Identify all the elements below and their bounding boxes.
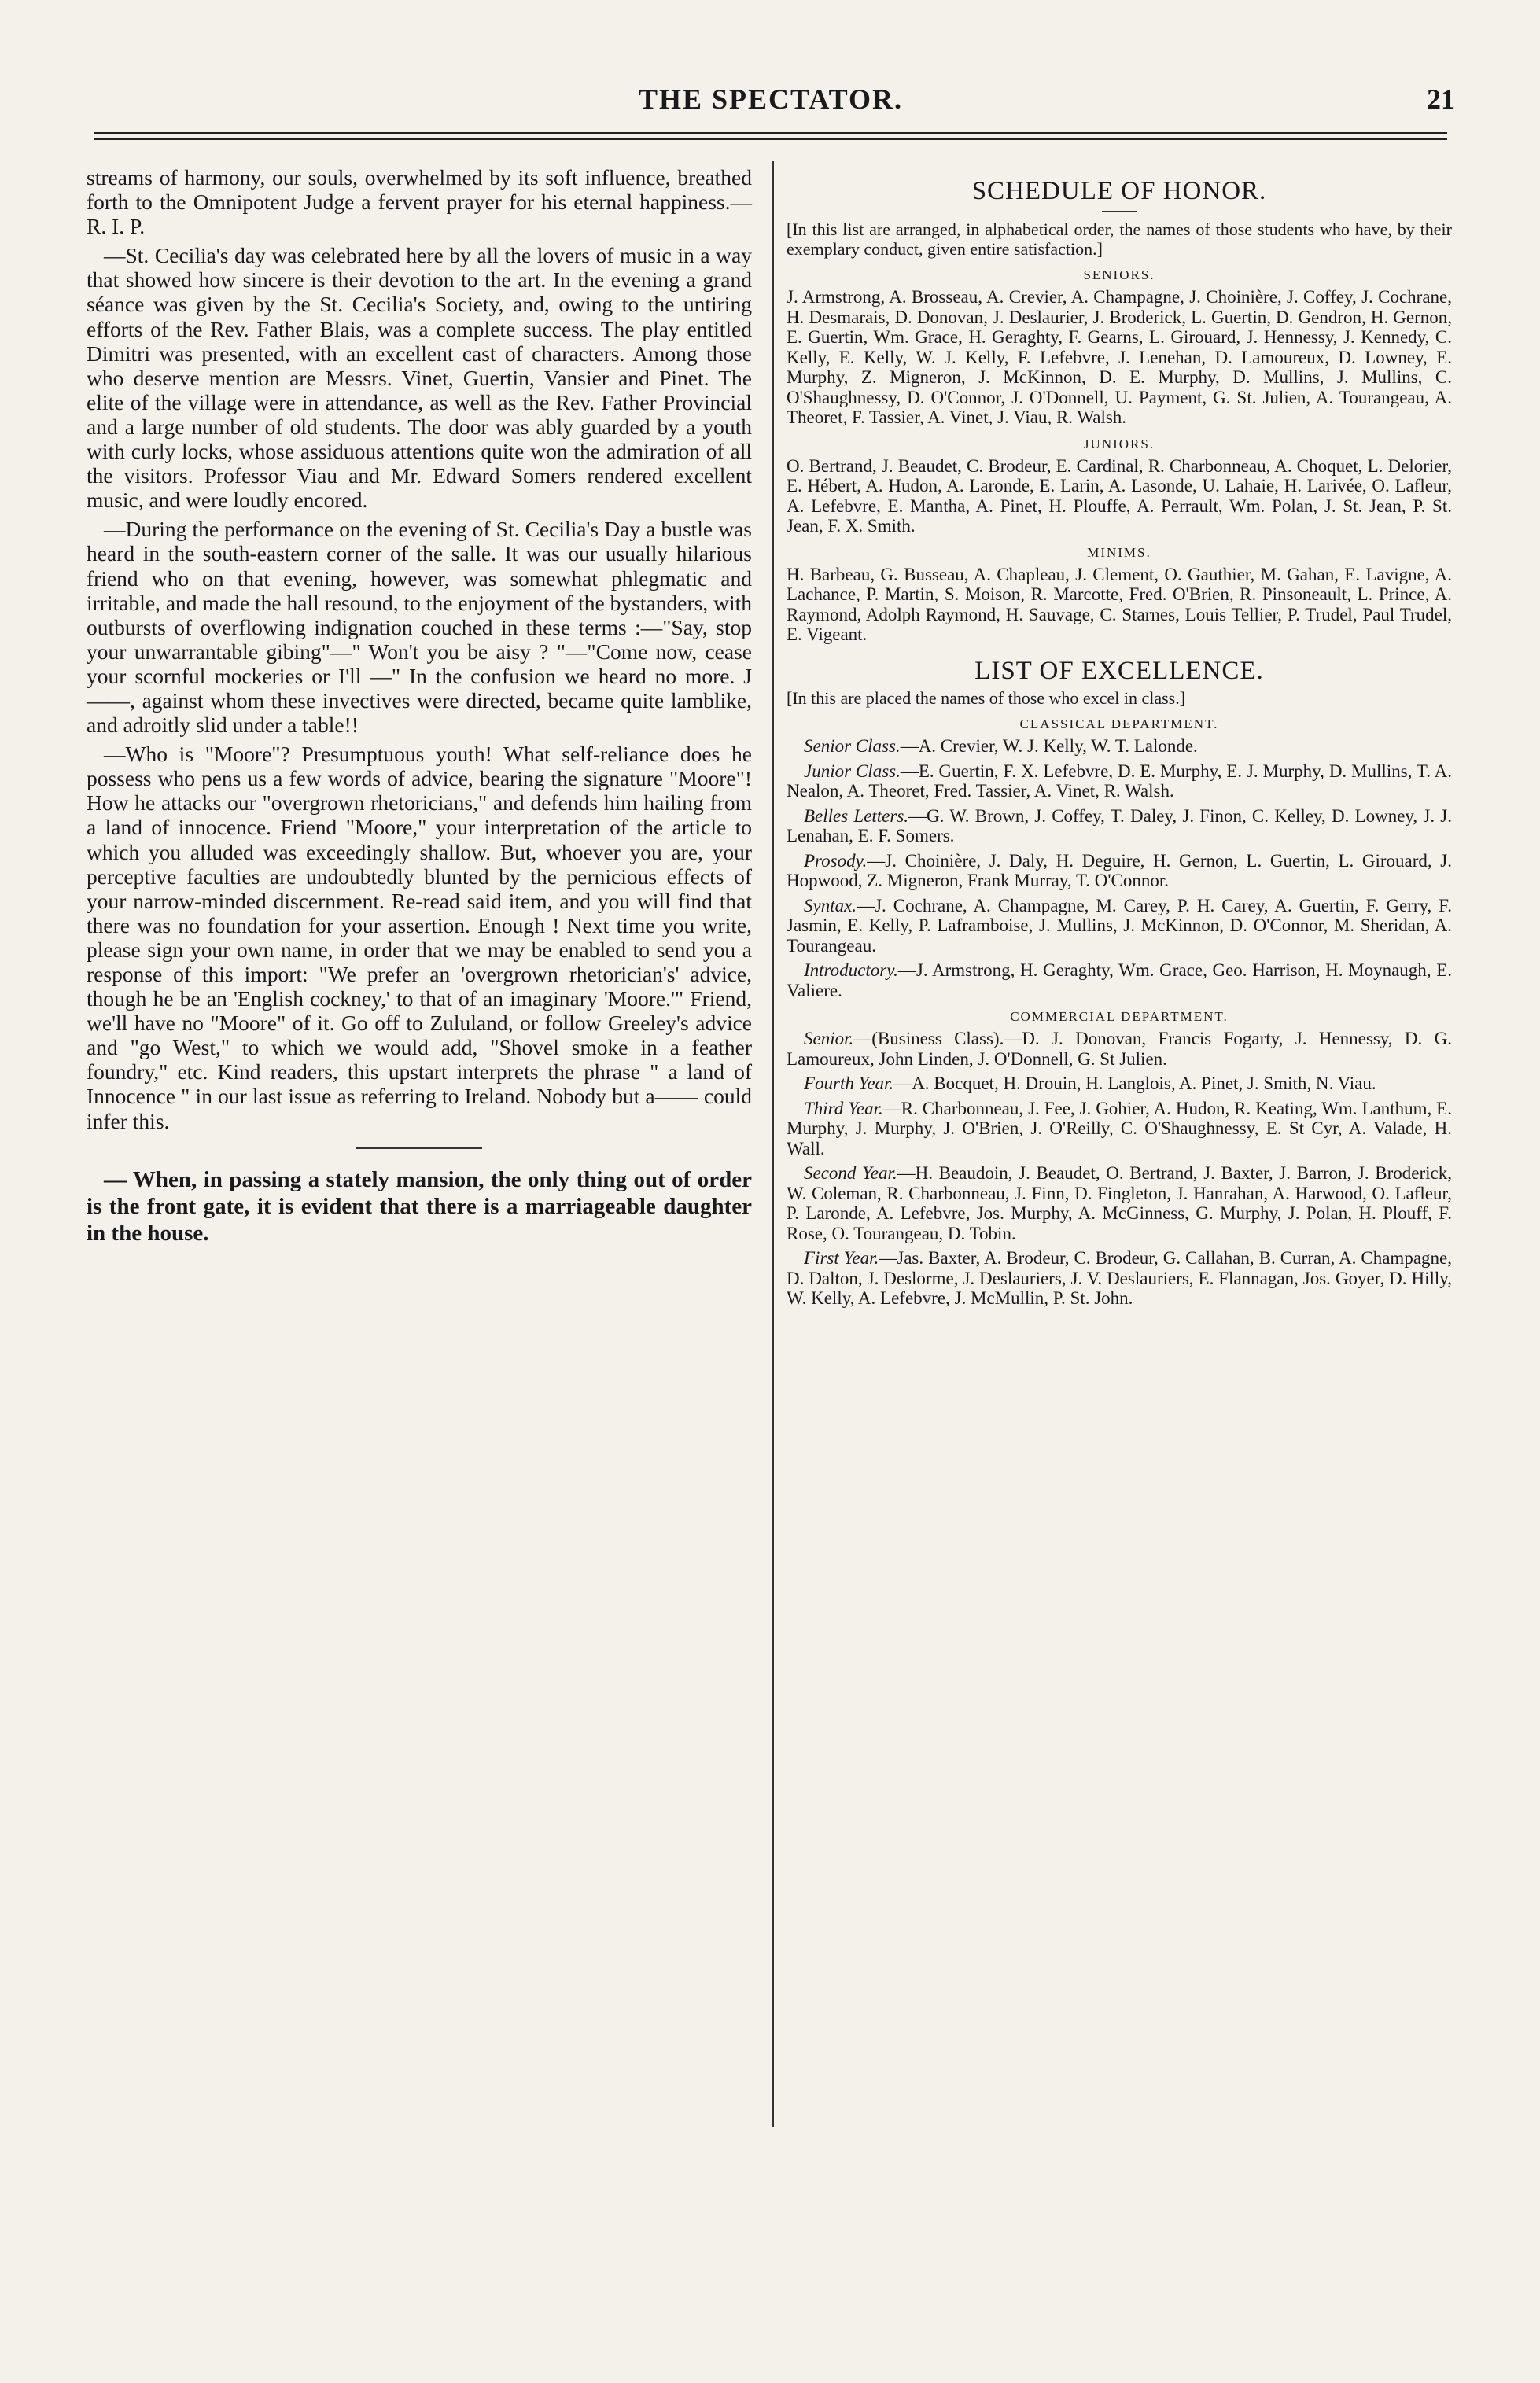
class-entry <box>787 806 1452 846</box>
name-list: O. Bertrand, J. Beaudet, C. Brodeur, E. Cardinal, R. Charbonneau, A. Choquet, L. Delorier, E. Hébert, A. Hudon, A. Laronde, E. Larin, A. Lasonde, U. Lahaie, H. Larivée, O. Lafleur, A. Lefebvre, E. Mantha, A. Pinet, H. Plouffe, A. Perrault, Wm. Polan, J. St. Jean, P. St. Jean, F. X. Smith. <box>787 455 1452 536</box>
right-column <box>787 165 1452 1313</box>
article-paragraph: streams of harmony, our souls, overwhelmed by its soft influence, breathed forth to the Omnipotent Judge a fervent prayer for his eternal happiness.—R. I. P. <box>87 165 752 239</box>
class-names: —R. Charbonneau, J. Fee, J. Gohier, A. Hudon, R. Keating, Wm. Lanthum, E. Murphy, J. Murphy, J. O'Brien, J. O'Reilly, C. O'Shaughnessy, E. St Cyr, A. Valade, H. Wall. <box>787 1098 1452 1158</box>
article-paragraph: —St. Cecilia's day was celebrated here by all the lovers of music in a way that showed how sincere is their devotion to the art. In the evening a grand séance was given by the St. Cecilia's Society, and, owing to the untiring efforts of the Rev. Father Blais, was a complete success. The play entitled Dimitri was presented, with an excellent cast of characters. Among those who deserve mention are Messrs. Vinet, Guertin, Vansier and Pinet. The elite of the village were in attendance, as well as the Rev. Father Provincial and a large number of old students. The door was ably guarded by a youth with curly locks, whose assiduous attentions quite won the admiration of all the visitors. Professor Viau and Mr. Edward Somers rendered excellent music, and were loudly encored. <box>87 243 752 513</box>
department-heading: COMMERCIAL DEPARTMENT. <box>1010 1009 1229 1024</box>
excellence-intro: [In this are placed the names of those who excel in class.] <box>787 687 1186 708</box>
article-paragraph: —Who is "Moore"? Presumptuous youth! What self-reliance does he possess who pens us a few words of advice, bearing the signature "Moore"! How he attacks our "overgrown rhetoricians," and defends him hailing from a land of innocence. Friend "Moore," your interpretation of the article to which you alluded was exceedingly shallow. But, whoever you are, your perceptive faculties are undoubtedly blunted by the pernicious effects of your narrow-minded discernment. Re-read said item, and you will find that there was no foundation for your assertion. Enough ! Next time you write, please sign your own name, in order that we may be enabled to send you a response of this import: "We prefer an 'overgrown rhetorician's' advice, though he be an 'English cockney,' to that of an imaginary 'Moore.'" Friend, we'll have no "Moore" of it. Go off to Zululand, or follow Greeley's advice and "go West," to which we would add, "Shovel smoke in a feather foundry," etc. Kind readers, this upstart interprets the phrase " a land of Innocence " in our last issue as referring to Ireland. Nobody but a—— could infer this. <box>87 742 752 1133</box>
header-rule-secondary <box>94 138 1447 140</box>
class-label: Senior. <box>804 1029 854 1048</box>
class-entry <box>787 1163 1452 1243</box>
section-rule <box>356 1147 482 1149</box>
article-paragraph: —During the performance on the evening of St. Cecilia's Day a bustle was heard in the south-eastern corner of the salle. It was our usually hilarious friend who on that evening, however, was somewhat phlegmatic and irritable, and made the hall resound, to the enjoyment of the bystanders, with outbursts of overflowing indignation couched in these terms :—"Say, stop your unwarrantable gibing"—" Won't you be aisy ? "—"Come now, cease your scornful mockeries or I'll —" In the confusion we heard no more. J——, against whom these invectives were directed, became quite lamblike, and adroitly slid under a table!! <box>87 517 752 738</box>
class-label: Senior Class. <box>804 736 901 756</box>
left-column <box>87 165 752 1251</box>
class-names: —E. Guertin, F. X. Lefebvre, D. E. Murphy, E. J. Murphy, D. Mullins, T. A. Nealon, A. Theoret, Fred. Tassier, A. Vinet, R. Walsh. <box>787 761 1452 801</box>
class-names: —J. Cochrane, A. Champagne, M. Carey, P. H. Carey, A. Guertin, F. Gerry, F. Jasmin, E. Kelly, P. Laframboise, J. Mullins, J. McKinnon, D. O'Connor, M. Sheridan, A. Tourangeau. <box>787 895 1452 956</box>
class-entry <box>787 851 1452 891</box>
class-names: —J. Armstrong, H. Geraghty, Wm. Grace, Geo. Harrison, H. Moynaugh, E. Valiere. <box>787 960 1452 1000</box>
title-dash <box>1102 211 1137 212</box>
masthead-title: THE SPECTATOR. <box>638 83 904 115</box>
group-heading: JUNIORS. <box>1083 436 1155 451</box>
page-header <box>87 83 1455 122</box>
class-label: Second Year. <box>804 1163 897 1183</box>
closing-paragraph: — When, in passing a stately mansion, the only thing out of order is the front gate, it is evident that there is a marriageable daughter in the house. <box>87 1166 752 1246</box>
department-heading: CLASSICAL DEPARTMENT. <box>1019 716 1219 731</box>
name-list: H. Barbeau, G. Busseau, A. Chapleau, J. Clement, O. Gauthier, M. Gahan, E. Lavigne, A. Lachance, P. Martin, S. Moison, R. Marcotte, Fred. O'Brien, R. Pinsoneault, L. Prince, A. Raymond, Adolph Raymond, H. Sauvage, C. Starnes, Louis Tellier, P. Trudel, Paul Trudel, E. Vigeant. <box>787 564 1452 644</box>
class-entry <box>787 1029 1452 1069</box>
class-names: —H. Beaudoin, J. Beaudet, O. Bertrand, J. Baxter, J. Barron, J. Broderick, W. Coleman, R. Charbonneau, J. Finn, D. Fingleton, J. Hanrahan, A. Harwood, O. Lafleur, P. Laronde, A. Lefebvre, Jos. Murphy, A. McGinness, G. Murphy, J. Polan, H. Plouff, F. Rose, O. Tourangeau, D. Tobin. <box>787 1163 1452 1243</box>
class-label: Third Year. <box>804 1098 883 1118</box>
schedule-intro: [In this list are arranged, in alphabetical order, the names of those students who have, by their exemplary conduct, given entire satisfaction.] <box>787 219 1452 259</box>
excellence-title: LIST OF EXCELLENCE. <box>974 656 1264 685</box>
class-names: —A. Crevier, W. J. Kelly, W. T. Lalonde. <box>900 736 1198 756</box>
class-entry <box>787 761 1452 801</box>
class-names: —G. W. Brown, J. Coffey, T. Daley, J. Finon, C. Kelley, D. Lowney, J. J. Lenahan, E. F. Somers. <box>787 805 1452 845</box>
class-names: —J. Choinière, J. Daly, H. Deguire, H. Gernon, L. Guertin, L. Girouard, J. Hopwood, Z. Migneron, Frank Murray, T. O'Connor. <box>787 850 1452 890</box>
class-label: Belles Letters. <box>804 805 909 826</box>
class-label: Prosody. <box>804 850 868 871</box>
header-rule <box>94 132 1447 134</box>
page-number: 21 <box>1427 83 1455 115</box>
column-divider <box>772 161 774 2127</box>
class-label: Syntax. <box>804 895 857 915</box>
name-list: J. Armstrong, A. Brosseau, A. Crevier, A. Champagne, J. Choinière, J. Coffey, J. Cochrane, H. Desmarais, D. Donovan, J. Deslaurier, J. Broderick, L. Guertin, D. Gendron, H. Gernon, E. Guertin, Wm. Grace, H. Geraghty, F. Gearns, L. Girouard, J. Hennessy, J. Kennedy, C. Kelly, E. Kelly, W. J. Kelly, F. Lefebvre, J. Lenehan, D. Lamoureux, D. Lowney, E. Murphy, Z. Migneron, J. McKinnon, D. E. Murphy, D. Mullins, J. Mullins, C. O'Shaughnessy, D. O'Connor, J. O'Donnell, U. Payment, G. St. Julien, A. Tourangeau, A. Theoret, F. Tassier, A. Vinet, J. Viau, R. Walsh. <box>787 287 1452 427</box>
schedule-title: SCHEDULE OF HONOR. <box>971 177 1267 205</box>
group-heading: MINIMS. <box>1087 544 1151 560</box>
class-label: Introductory. <box>804 960 898 980</box>
group-heading: SENIORS. <box>1083 267 1155 282</box>
class-names: —A. Bocquet, H. Drouin, H. Langlois, A. Pinet, J. Smith, N. Viau. <box>893 1074 1376 1093</box>
class-label: First Year. <box>804 1248 879 1268</box>
class-entry <box>787 960 1452 1000</box>
class-names: —Jas. Baxter, A. Brodeur, C. Brodeur, G. Callahan, B. Curran, A. Champagne, D. Dalton, J. Deslorme, J. Deslauriers, J. V. Deslauriers, E. Flannagan, Jos. Goyer, D. Hilly, W. Kelly, A. Lefebvre, J. McMullin, P. St. John. <box>787 1248 1452 1308</box>
class-entry <box>787 1248 1452 1309</box>
class-label: Junior Class. <box>804 761 901 781</box>
class-entry <box>787 1074 1452 1094</box>
class-entry <box>787 1099 1452 1159</box>
class-entry <box>787 736 1452 757</box>
class-names: —(Business Class).—D. J. Donovan, Francis Fogarty, J. Hennessy, D. G. Lamoureux, John Linden, J. O'Donnell, G. St Julien. <box>787 1029 1452 1069</box>
class-entry <box>787 896 1452 956</box>
class-label: Fourth Year. <box>804 1074 894 1093</box>
